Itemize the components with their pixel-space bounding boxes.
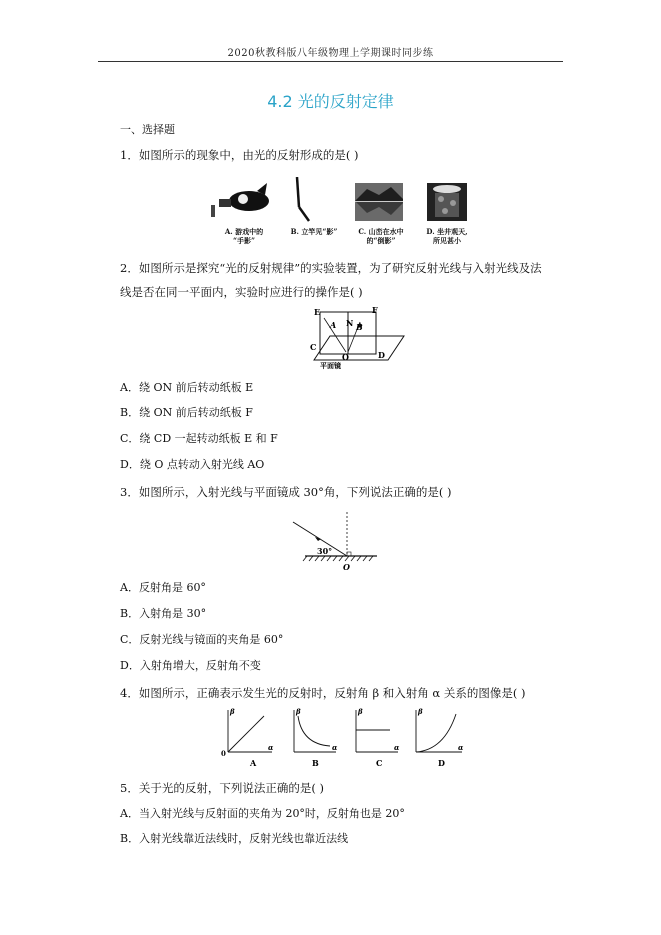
question-1-stem: 1．如图所示的现象中，由光的反射形成的是( ) — [120, 148, 359, 162]
graph-d-x-label: α — [458, 743, 464, 752]
mountain-reflection-image — [355, 183, 403, 221]
question-2-stem-line1: 2．如图所示是探究“光的反射规律”的实验装置，为了研究反射光线与入射光线及法 — [120, 261, 542, 275]
label-a: A — [330, 320, 337, 330]
question-3-stem: 3．如图所示，入射光线与平面镜成 30°角，下列说法正确的是( ) — [120, 485, 452, 499]
caption-c-line2: 的“倒影” — [366, 236, 396, 245]
question-1-figures — [205, 177, 477, 247]
caption-d-line2: 所见甚小 — [433, 236, 461, 245]
question-2-option-a: A．绕 ON 前后转动纸板 E — [120, 381, 254, 394]
label-c: C — [310, 342, 317, 352]
graph-a-label: A — [250, 758, 257, 768]
page-header: 2020秋教科版八年级物理上学期课时同步练 — [227, 48, 434, 59]
question-2-option-d: D．绕 O 点转动入射光线 AO — [120, 458, 265, 471]
label-e: E — [314, 307, 321, 317]
frog-well-image — [427, 183, 467, 221]
question-5-option-a: A．当入射光线与反射面的夹角为 20°时，反射角也是 20° — [120, 807, 405, 820]
caption-c — [349, 227, 413, 245]
graph-a — [221, 707, 274, 768]
caption-d-line1: D. 坐井观天, — [426, 227, 468, 236]
caption-b — [279, 227, 349, 236]
question-3-option-d: D．入射角增大，反射角不变 — [120, 659, 261, 672]
angle-relation-graphs — [218, 704, 470, 770]
graph-b — [294, 707, 338, 768]
graph-a-x-label: α — [268, 743, 274, 752]
question-5-option-b: B．入射光线靠近法线时，反射光线也靠近法线 — [120, 832, 349, 845]
graph-d — [416, 707, 464, 768]
caption-a-line1: A. 游戏中的 — [224, 227, 264, 236]
graph-b-x-label: α — [332, 743, 338, 752]
graph-c-x-label: α — [394, 743, 400, 752]
label-mirror: 平面镜 — [320, 361, 341, 370]
graph-b-label: B — [312, 758, 319, 768]
caption-d — [417, 227, 477, 245]
label-d: D — [378, 350, 385, 360]
graph-d-y-label: β — [418, 707, 423, 716]
graph-a-y-label: β — [230, 707, 235, 716]
hand-shadow-image — [211, 183, 271, 219]
header-divider — [98, 61, 563, 62]
question-5-stem: 5．关于光的反射，下列说法正确的是( ) — [120, 781, 324, 795]
graph-b-y-label: β — [296, 707, 301, 716]
incident-ray-diagram — [285, 510, 385, 572]
graph-d-label: D — [438, 758, 445, 768]
caption-a — [211, 227, 277, 245]
question-2-option-b: B．绕 ON 前后转动纸板 F — [120, 406, 253, 419]
page-title: 4.2 光的反射定律 — [267, 92, 394, 111]
graph-c — [356, 707, 400, 768]
angle-30-label: 30° — [317, 546, 333, 556]
question-3-option-b: B．入射角是 30° — [120, 607, 207, 620]
label-f: F — [372, 305, 378, 315]
label-n: N — [346, 318, 354, 328]
question-2-option-c: C．绕 CD 一起转动纸板 E 和 F — [120, 432, 278, 445]
point-o-label: O — [343, 562, 350, 572]
caption-a-line2: “手影” — [232, 236, 256, 245]
graph-c-y-label: β — [358, 707, 363, 716]
section-heading: 一、选择题 — [120, 123, 175, 136]
graph-a-origin: 0 — [221, 749, 226, 758]
question-3-option-a: A．反射角是 60° — [120, 581, 206, 594]
question-4-stem: 4．如图所示，正确表示发生光的反射时，反射角 β 和入射角 α 关系的图像是( ) — [120, 686, 526, 700]
pole-shadow-image — [297, 177, 309, 221]
label-b: B — [356, 322, 363, 332]
question-3-option-c: C．反射光线与镜面的夹角是 60° — [120, 633, 284, 646]
graph-c-label: C — [376, 758, 383, 768]
label-o: O — [342, 352, 349, 362]
reflection-apparatus-diagram — [300, 304, 410, 372]
caption-c-line1: C. 山峦在水中 — [358, 227, 404, 236]
caption-b-line1: B. 立竿见“影” — [290, 227, 338, 236]
question-2-stem-line2: 线是否在同一平面内，实验时应进行的操作是( ) — [120, 285, 363, 299]
